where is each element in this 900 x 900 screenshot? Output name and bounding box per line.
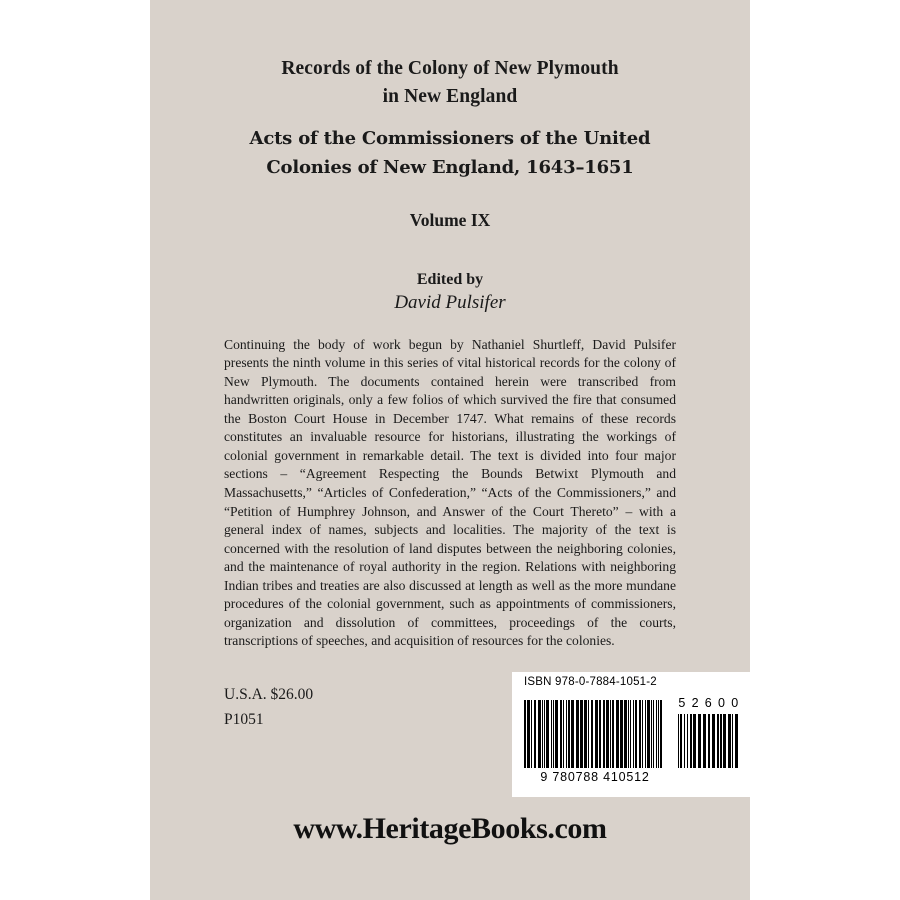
book-cover (150, 0, 750, 900)
product-code-text: P1051 (224, 711, 264, 729)
barcode-box (512, 672, 750, 797)
book-title-line-1: Records of the Colony of New Plymouth (281, 58, 619, 79)
barcode-graphic (518, 692, 744, 788)
editor-name: David Pulsifer (394, 291, 506, 313)
barcode-bars-addon (678, 714, 740, 768)
barcode-bars-main (524, 700, 664, 768)
isbn-text: ISBN 978-0-7884-1051-2 (524, 676, 657, 688)
book-title-line-2: in New England (382, 85, 518, 107)
book-description: Continuing the body of work begun by Nathaniel Shurtleff, David Pulsifer presents the ninth volume in this series of vital historical records for the colony of New Plymouth. The documents contained herein were transcribed from handwritten originals, only a few folios of which survived the fire that consumed the Boston Court House in December 1747. What remains of these records constitutes an invaluable resource for historians, illustrating the workings of colonial government in remarkable detail. The text is divided into four major sections – “Agreement Respecting the Bounds Betwixt Plymouth and Massachusetts,” “Articles of Confederation,” “Acts of the Commissioners,” and “Petition of Humphrey Johnson, and Answer of the Court Thereto” – with a general index of names, subjects and localities. The majority of the text is concerned with the resolution of land disputes between the neighboring colonies, and the maintenance of royal authority in the region. Relations with neighboring Indian tribes and treaties are also discussed at length as well as the more mundane procedures of the colonial government, such as appointments of commissioners, organization and dissolution of committees, proceedings of the courts, transcriptions of speeches, and acquisition of resources for the colonies. (224, 336, 676, 649)
book-subtitle-line-2: Colonies of New England, 1643–1651 (266, 157, 634, 178)
edited-by-label: Edited by (416, 270, 484, 288)
barcode-digits-addon: 5 2 6 0 0 (678, 696, 740, 710)
volume-label: Volume IX (409, 209, 491, 230)
barcode-digits-main: 9 780788 410512 (540, 770, 650, 784)
title-block (224, 0, 676, 314)
book-subtitle-line-1: Acts of the Commissioners of the United (249, 128, 651, 150)
price-block (224, 682, 313, 732)
price-text: U.S.A. $26.00 (224, 686, 314, 703)
publisher-website: www.HeritageBooks.com (293, 812, 607, 845)
